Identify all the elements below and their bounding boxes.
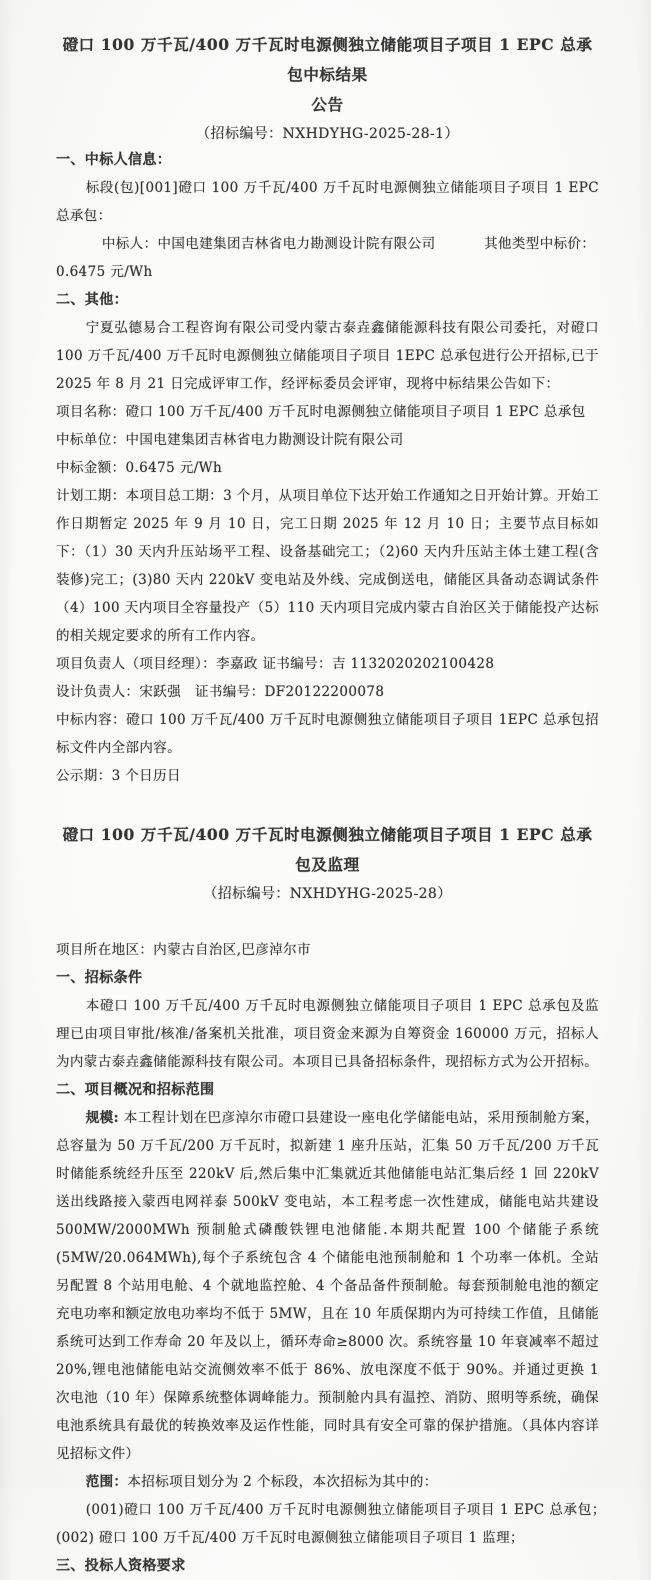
section-heading-overview-scope: 二、项目概况和招标范围 — [56, 1082, 215, 1098]
scale-paragraph — [56, 1104, 599, 1468]
project-location-line: 项目所在地区：内蒙古自治区,巴彦淖尔市 — [56, 942, 311, 958]
scope-text: 本招标项目划分为 2 个标段，本次招标为其中的： — [127, 1474, 438, 1490]
scale-label: 规模: — [85, 1110, 120, 1126]
conditions-paragraph: 本磴口 100 万千瓦/400 万千瓦时电源侧独立储能项目子项目 1 EPC 总承包及监理已由项目审批/核准/备案机关批准，项目资金来源为自筹资金 160000 万元，招标人为内蒙古泰垚鑫储能源科技有限公司。本项目已具备招标条件，现招标方式为公开招标。 — [56, 998, 599, 1070]
publicity-period-line: 公示期：3 个日历日 — [56, 768, 181, 784]
scope-line — [56, 1468, 599, 1496]
project-manager-line: 项目负责人（项目经理）：李嘉政 证书编号：吉 1132020202100428 — [56, 656, 495, 672]
amount-line: 中标金额：0.6475 元/Wh — [56, 460, 223, 476]
section-heading-tender-conditions: 一、招标条件 — [56, 970, 143, 986]
designer-line: 设计负责人：宋跃强 证书编号：DF20122200078 — [56, 684, 385, 700]
section-heading-other: 二、其他： — [56, 292, 128, 308]
doc1-tender-number: （招标编号：NXHDYHG-2025-28-1） — [196, 126, 459, 142]
schedule-paragraph: 计划工期：本项目总工期：3 个月，从项目单位下达开始工作通知之日开始计算。开始工作日期暂定 2025 年 9 月 10 日，完工日期 2025 年 12 月 10 日；主要节点目标如下：（1）30 天内升压站场平工程、设备基础完工；（2)60 天内升压站主体土建工程(含装修)完工；(3)80 天内 220kV 变电站及外线、完成倒送电，储能区具备动态调试条件（4）100 天内项目全容量投产（5）110 天内项目完成内蒙古自治区关于储能投产达标的相关规定要求的所有工作内容。 — [56, 488, 599, 644]
winner-line — [56, 230, 599, 258]
award-content-paragraph: 中标内容：磴口 100 万千瓦/400 万千瓦时电源侧独立储能项目子项目 1EPC 总承包招标文件内全部内容。 — [56, 712, 599, 756]
section-heading-winner-info: 一、中标人信息： — [56, 152, 172, 168]
scope-label: 范围： — [85, 1474, 128, 1490]
clipped-next-heading: 三、投标人资格要求 — [56, 1558, 186, 1574]
other-price-label: 其他类型中标价： — [484, 236, 596, 252]
doc1-title-line1: 磴口 100 万千瓦/400 万千瓦时电源侧独立储能项目子项目 1 EPC 总承包中标结果 — [62, 35, 593, 84]
intro-paragraph: 宁夏弘德易合工程咨询有限公司受内蒙古泰垚鑫储能源科技有限公司委托，对磴口 100 万千瓦/400 万千瓦时电源侧独立储能项目子项目 1EPC 总承包进行公开招标,已于 2025 年 8 月 21 日完成评审工作，经评标委员会评审，现将中标结果公告如下： — [56, 320, 599, 392]
winner-name-text: 中标人：中国电建集团吉林省电力勘测设计院有限公司 — [101, 236, 436, 252]
project-name-line: 项目名称：磴口 100 万千瓦/400 万千瓦时电源侧独立储能项目子项目 1 EPC 总承包 — [56, 404, 586, 420]
doc2-title: 磴口 100 万千瓦/400 万千瓦时电源侧独立储能项目子项目 1 EPC 总承包及监理 — [62, 825, 593, 874]
other-price-value: 0.6475 元/Wh — [56, 264, 153, 280]
scale-text: 本工程计划在巴彦淖尔市磴口县建设一座电化学储能电站，采用预制舱方案，总容量为 50 万千瓦/200 万千瓦时，拟新建 1 座升压站，汇集 50 万千瓦/200 万千瓦时储能系统经升压至 220kV 后,然后集中汇集就近其他储能电站汇集后经 1 回 220kV 送出线路接入蒙西电网祥泰 500kV 变电站，本工程考虑一次性建成，储能电站共建设 500MW/2000MWh 预制舱式磷酸铁锂电池储能.本期共配置 100 个储能子系统(5MW/20.064MWh),每个子系统包含 4 个储能电池预制舱和 1 个功率一体机。全站另配置 8 个站用电舱、4 个就地监控舱、4 个备品备件预制舱。每套预制舱电池的额定充电功率和额定放电功率均不低于 5MW，且在 10 年质保期内为可持续工作值，且储能系统可达到工作寿命 20 年及以上，循环寿命≥8000 次。系统容量 10 年衰减率不超过 20%,锂电池储能电站交流侧效率不低于 86%、放电深度不低于 90%。并通过更换 1 次电池（10 年）保障系统整体调峰能力。预制舱内具有温控、消防、照明等系统，确保电池系统具有最优的转换效率及运作性能，同时具有安全可靠的保护措施。（具体内容详见招标文件） — [56, 1110, 599, 1462]
winner-unit-line: 中标单位：中国电建集团吉林省电力勘测设计院有限公司 — [56, 432, 404, 448]
doc2-tender-number: （招标编号：NXHDYHG-2025-28） — [203, 886, 452, 902]
lots-paragraph: (001)磴口 100 万千瓦/400 万千瓦时电源侧独立储能项目子项目 1 EPC 总承包； (002) 磴口 100 万千瓦/400 万千瓦时电源侧独立储能项目子项目 1 监理； — [56, 1502, 613, 1546]
doc1-title-line2: 公告 — [311, 95, 344, 114]
lot-line: 标段(包)[001]磴口 100 万千瓦/400 万千瓦时电源侧独立储能项目子项目 1 EPC 总承包： — [56, 180, 599, 224]
